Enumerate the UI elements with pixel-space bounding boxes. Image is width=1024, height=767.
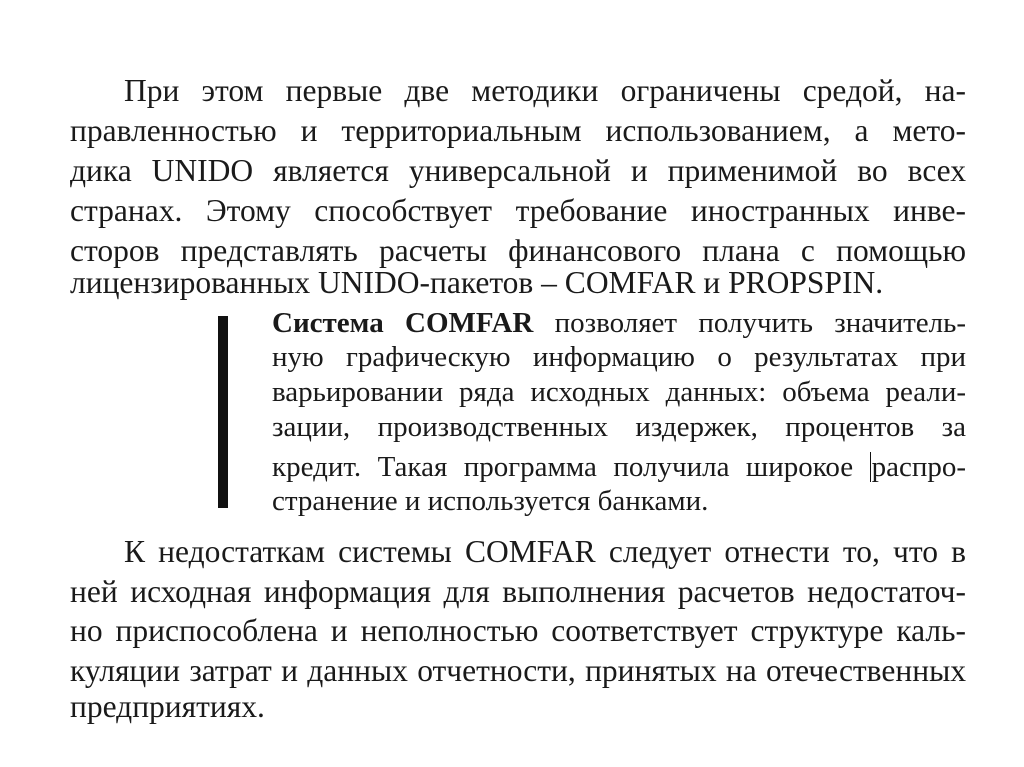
text-cursor [870,452,871,482]
paragraph-1-line-1: При этом первые две методики ограничены средой, на- [124,73,966,108]
note-margin-bar [218,316,228,508]
paragraph-2-line-3: но приспособлена и неполностью соответствует структуре каль- [70,613,966,648]
paragraph-1-line-6: лицензированных UNIDO-пакетов – COMFAR и PROPSPIN. [70,265,884,300]
paragraph-1-line-2: правленностью и территориальным использованием, а мето- [70,113,966,148]
note-line-6: странение и используется банками. [272,485,709,517]
note-line-5 [272,450,966,484]
note-line-5-end: распро- [871,451,966,483]
note-line-1 [272,306,966,340]
note-line-2: ную графическую информацию о результатах при [272,341,966,373]
note-line-1-rest: позволяет получить значитель- [533,307,966,339]
paragraph-2-line-2: ней исходная информация для выполнения расчетов недостаточ- [70,574,966,609]
paragraph-1-line-3: дика UNIDO является универсальной и применимой во всех [70,153,966,188]
paragraph-2-line-4: куляции затрат и данных отчетности, принятых на отечественных [70,653,966,688]
paragraph-2-line-1: К недостаткам системы COMFAR следует отнести то, что в [124,534,966,569]
note-line-5-start: кредит. Такая программа получила широкое [272,451,870,483]
note-bold-lead: Система COMFAR [272,307,534,339]
paragraph-1-line-5: сторов представлять расчеты финансового плана с помощью [70,233,966,268]
note-line-4: зации, производственных издержек, процентов за [272,411,966,443]
paragraph-1-line-4: странах. Этому способствует требование иностранных инве- [70,193,966,228]
paragraph-2-line-5: предприятиях. [70,689,265,724]
note-line-3: варьировании ряда исходных данных: объема реали- [272,376,966,408]
